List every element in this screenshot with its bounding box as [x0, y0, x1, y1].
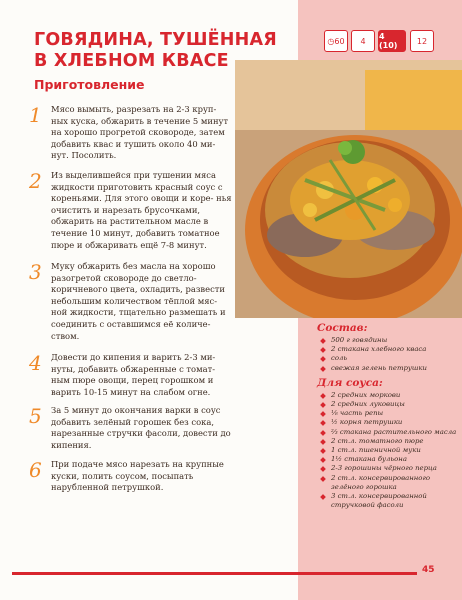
step-text: За 5 минут до окончания варки в соус добавить зелёный горошек без сока, нарезанные стручки фасоли, довести до кипения.: [51, 405, 231, 450]
section-heading: Приготовление: [34, 77, 145, 92]
servings-badge: [378, 30, 406, 52]
ingredients-list: [317, 336, 457, 373]
step-2: [29, 170, 234, 251]
sauce-item: 1 ст.л. пшеничной муки: [317, 446, 457, 455]
ingredients-heading: Состав:: [317, 322, 368, 334]
ingredient-item: соль: [317, 354, 457, 363]
sauce-item: 2 ст.л. томатного пюре: [317, 437, 457, 446]
sauce-item: ½ корня петрушки: [317, 418, 457, 427]
ingredient-item: свежая зелень петрушки: [317, 364, 457, 373]
sauce-item: 2 средних луковицы: [317, 400, 457, 409]
step-number: 3: [29, 260, 42, 284]
recipe-title: ГОВЯДИНА, ТУШЁННАЯ В ХЛЕБНОМ КВАСЕ: [34, 30, 277, 71]
step-3: [29, 261, 234, 342]
sauce-item: 2 средних моркови: [317, 391, 457, 400]
difficulty-icon: 12: [416, 36, 428, 46]
step-number: 5: [29, 404, 42, 428]
sauce-item: 1½ стакана бульона: [317, 455, 457, 464]
step-number: 1: [29, 103, 42, 127]
ingredient-item: 2 стакана хлебного кваса: [317, 345, 457, 354]
sauce-item: 3 ст.л. консервированной стручковой фасоли: [317, 492, 457, 510]
footer-rule: [12, 572, 417, 575]
step-4: [29, 352, 234, 398]
step-number: 2: [29, 169, 42, 193]
step-number: 6: [29, 458, 42, 482]
step-text: Довести до кипения и варить 2-3 ми- нуты, добавить обжаренные с томат- ным пюре овощи, перец горошком и варить 10-15 минут на слабом огне.: [51, 352, 216, 397]
ingredient-item: 500 г говядины: [317, 336, 457, 345]
step-text: При подаче мясо нарезать на крупные куски, полить соусом, посыпать нарубленной петрушкой.: [51, 459, 224, 493]
step-text: Из выделившейся при тушении мяса жидкости приготовить красный соус с кореньями. Для этого овощи и коре- нья очистить и нарезать брусочками, обжарить на растительном масле в течение 10 минут, добавить томатное пюре и обжаривать ещё 7-8 минут.: [51, 170, 232, 250]
ingredients-block: [317, 322, 457, 514]
sauce-item: ⅔ стакана растительного масла: [317, 428, 457, 437]
sauce-list: [317, 391, 457, 511]
step-6: [29, 459, 234, 494]
step-text: Мясо вымыть, разрезать на 2-3 круп- ных куска, обжарить в течение 5 минут на хорошо прогретой сковороде, затем добавить квас и тушить около 40 ми- нут. Посолить.: [51, 104, 229, 161]
clock-icon: ◷: [327, 36, 335, 46]
pot-icon: 4: [360, 36, 366, 46]
step-number: 4: [29, 351, 42, 375]
dish-photo-illustration: [235, 60, 462, 318]
cooking-time-badge: ◷ 60: [324, 30, 348, 52]
step-text: Муку обжарить без масла на хорошо разогретой сковороде до светло- коричневого цвета, охладить, развести небольшим количеством тёплой мяс- ной жидкости, тщательно размешать и соединить с оставшимся её количе- ством.: [51, 261, 226, 341]
sauce-item: 2-3 горошины чёрного перца: [317, 464, 457, 473]
pot-badge: [351, 30, 375, 52]
sauce-item: 2 ст.л. консервированного зелёного горошка: [317, 474, 457, 492]
step-5: [29, 405, 234, 451]
difficulty-badge: [410, 30, 434, 52]
sauce-item: ⅛ часть репы: [317, 409, 457, 418]
dish-photo: [235, 60, 462, 318]
step-1: [29, 104, 234, 162]
sauce-heading: Для соуса:: [317, 376, 383, 389]
page-number: 45: [422, 565, 435, 575]
servings-icon: 4 (10): [379, 32, 398, 50]
